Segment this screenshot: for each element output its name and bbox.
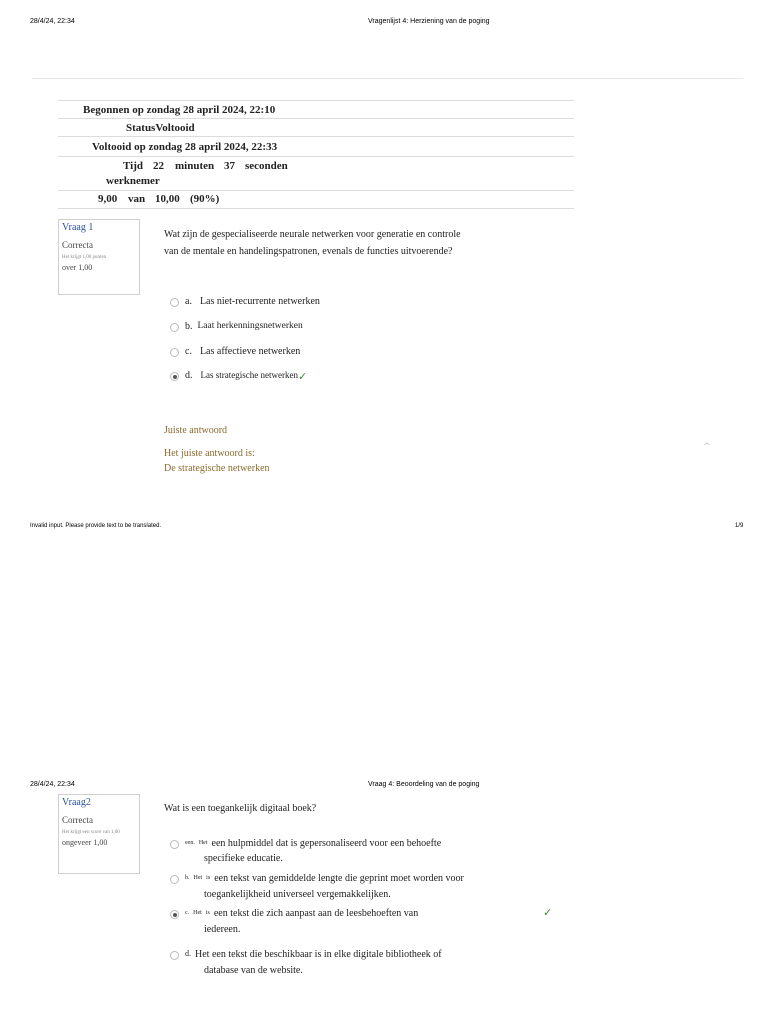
print-page-title: Vragenlijst 4: Herziening van de poging <box>368 18 490 25</box>
print-datetime: 28/4/24, 22:34 <box>30 18 75 25</box>
correct-answer-line-1: Het juiste antwoord is: <box>164 448 255 459</box>
option-letter: c. <box>185 346 192 357</box>
option-text: een hulpmiddel dat is gepersonaliseerd voor een behoefte <box>211 838 442 849</box>
correct-check-icon: ✓ <box>543 907 553 919</box>
radio-button-selected[interactable] <box>170 910 179 919</box>
question-2-option-b[interactable] <box>170 873 464 884</box>
question-2-text: Wat is een toegankelijk digitaal boek? <box>164 803 317 814</box>
option-prefix: Het <box>198 840 208 846</box>
summary-score-of: van <box>128 193 146 205</box>
question-2-option-d[interactable] <box>170 949 442 960</box>
option-prefix: Het <box>193 910 202 916</box>
summary-status: StatusVoltooid <box>126 121 195 134</box>
option-text: Het een tekst die beschikbaar is in elke digitale bibliotheek of <box>195 949 442 960</box>
option-text: Laat herkenningsnetwerken <box>197 321 303 331</box>
radio-button[interactable] <box>170 323 179 332</box>
print-datetime-page-2: 28/4/24, 22:34 <box>30 781 75 788</box>
summary-worker: werknemer <box>106 175 160 187</box>
summary-row-time <box>58 156 574 190</box>
question-1-option-d[interactable] <box>170 370 307 383</box>
radio-button[interactable] <box>170 951 179 960</box>
question-1-text: Wat zijn de gespecialiseerde neurale netwerken voor generatie en controle van de mentale en handelingspatronen, evenals de functies uitvoerende? <box>164 229 461 257</box>
option-text: Las affectieve netwerken <box>199 346 301 357</box>
option-letter: a. <box>185 296 192 307</box>
question-1-grade: Het krijgt 1,00 punten <box>62 255 107 260</box>
summary-row-score <box>58 190 574 209</box>
question-2-option-b-cont <box>204 889 391 900</box>
summary-row-status <box>58 118 574 136</box>
summary-score: 9,00 <box>98 193 118 205</box>
option-letter: c. <box>185 910 190 916</box>
radio-button[interactable] <box>170 348 179 357</box>
summary-completed: Voltooid op zondag 28 april 2024, 22:33 <box>92 140 278 153</box>
option-mid: is <box>205 910 210 916</box>
question-1-max: over 1,00 <box>62 263 93 272</box>
question-2-option-c-cont <box>204 924 240 935</box>
question-1-option-c[interactable] <box>170 346 300 357</box>
question-2-grade: Het krijgt een score van 1,00 <box>62 830 120 835</box>
print-page-title-page-2: Vraag 4: Beoordeling van de poging <box>368 781 480 788</box>
top-divider <box>32 78 743 79</box>
option-text-continued: specifieke educatie. <box>204 853 283 864</box>
radio-button-selected[interactable] <box>170 372 179 381</box>
summary-time-minutes: 22 <box>153 160 164 172</box>
question-2-state: Correcta <box>62 815 93 825</box>
option-prefix: Het <box>193 875 203 881</box>
correct-check-icon: ✓ <box>297 371 308 383</box>
question-1-state: Correcta <box>62 240 93 250</box>
option-letter: d. <box>185 949 191 958</box>
summary-started: Begonnen op zondag 28 april 2024, 22:10 <box>83 103 276 116</box>
question-1-info <box>58 219 140 295</box>
option-letter: b. <box>185 321 193 332</box>
summary-row-completed <box>58 136 574 156</box>
summary-time-seconds: 37 <box>224 160 235 172</box>
correct-answer-line-2: De strategische netwerken <box>164 463 270 474</box>
print-footer-page: 1/9 <box>735 523 744 529</box>
question-2-number[interactable]: Vraag2 <box>62 797 91 808</box>
option-letter: een. <box>185 840 195 846</box>
option-text-continued: database van de website. <box>204 965 303 976</box>
option-text: een tekst van gemiddelde lengte die geprint moet worden voor <box>214 873 464 884</box>
question-1-option-b[interactable] <box>170 321 303 332</box>
option-mid: is <box>206 875 211 881</box>
question-2-option-a[interactable] <box>170 838 441 849</box>
summary-score-pct: (90%) <box>190 193 220 205</box>
summary-time-minutes-label: minuten <box>175 160 215 172</box>
option-text-continued: iedereen. <box>204 924 241 935</box>
back-to-top-caret-icon[interactable]: ^ <box>703 442 711 452</box>
print-footer-left: Invalid input. Please provide text to be translated. <box>30 523 162 529</box>
question-2-option-a-cont <box>204 853 283 864</box>
summary-time-label: Tijd <box>123 160 143 172</box>
question-1-number[interactable]: Vraag 1 <box>62 222 94 233</box>
attempt-summary-table <box>58 100 574 209</box>
summary-row-started <box>58 100 574 118</box>
summary-score-max: 10,00 <box>155 193 180 205</box>
question-2-option-d-cont <box>204 965 303 976</box>
radio-button[interactable] <box>170 298 179 307</box>
option-text-continued: toegankelijkheid universeel vergemakkelijken. <box>204 889 391 900</box>
question-2-option-c[interactable] <box>170 908 418 919</box>
option-text: Las strategische netwerken <box>200 370 298 380</box>
summary-time-seconds-label: seconden <box>245 160 288 172</box>
option-letter: d. <box>185 370 193 381</box>
question-1-option-a[interactable] <box>170 296 320 307</box>
question-2-info <box>58 794 140 874</box>
option-text: Las niet-recurrente netwerken <box>199 296 320 307</box>
option-text: een tekst die zich aanpast aan de leesbehoeften van <box>213 908 419 919</box>
question-2-max: ongeveer 1,00 <box>62 838 108 847</box>
radio-button[interactable] <box>170 875 179 884</box>
radio-button[interactable] <box>170 840 179 849</box>
option-letter: b. <box>185 875 190 881</box>
correct-answer-title: Juiste antwoord <box>164 425 228 436</box>
